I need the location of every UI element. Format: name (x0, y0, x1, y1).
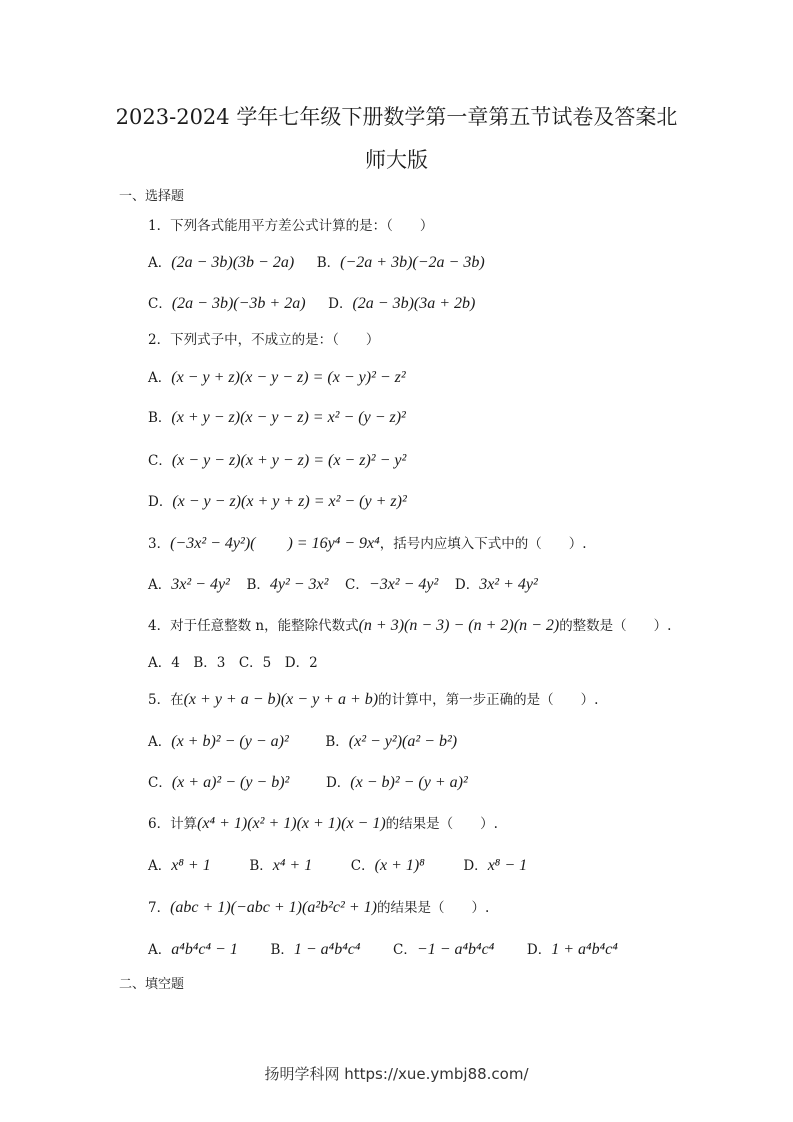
option-b-expr: (x² − y²)(a² − b²) (348, 733, 458, 750)
option-a-label: A． (148, 370, 172, 386)
option-d-label: D． (148, 494, 173, 510)
option-b-label: B． (270, 942, 294, 958)
option-d-expr: (x − y − z)(x + y + z) = x² − (y + z)² (172, 493, 407, 510)
question-3-expr: (−3x² − 4y²)( ) = 16y⁴ − 9x⁴ (170, 535, 380, 552)
option-b-expr: 1 − a⁴b⁴c⁴ (293, 941, 361, 958)
option-c-expr: −1 − a⁴b⁴c⁴ (416, 941, 495, 958)
question-4-stem (148, 618, 671, 634)
option-c-expr: (x − y − z)(x + y − z) = (x − z)² − y² (171, 452, 407, 469)
question-3-stem (148, 536, 587, 552)
option-c-expr: (x + 1)⁸ (374, 857, 425, 874)
question-7-stem (148, 900, 489, 916)
option-a-expr: a⁴b⁴c⁴ − 1 (171, 941, 238, 958)
question-5-expr: (x + y + a − b)(x − y + a + b) (183, 691, 379, 708)
question-5-options-cd (148, 775, 468, 791)
question-7-options (148, 942, 618, 958)
question-2-option-d (148, 494, 407, 510)
option-a-expr: (x + b)² − (y − a)² (171, 733, 289, 750)
question-2-option-b (148, 410, 406, 426)
option-d-label: D． (463, 858, 488, 874)
option-d-expr: (2a − 3b)(3a + 2b) (352, 295, 476, 312)
question-5-options-ab (148, 734, 457, 750)
question-6-options (148, 858, 527, 874)
option-d-label: D． (325, 775, 351, 791)
option-b-label: B． (325, 734, 349, 750)
option-b-expr: (x + y − z)(x − y − z) = x² − (y − z)² (171, 409, 406, 426)
question-2-option-c (148, 453, 406, 469)
question-1-options-cd (148, 296, 475, 312)
option-c-label: C． (350, 858, 375, 874)
question-4-expr: (n + 3)(n − 3) − (n + 2)(n − 2) (358, 617, 560, 634)
option-a-label: A． (148, 255, 172, 271)
section-heading-fill-in: 二、填空题 (119, 977, 185, 992)
option-a-expr: (2a − 3b)(3b − 2a) (171, 254, 295, 271)
option-c-expr: (x + a)² − (y − b)² (171, 774, 290, 791)
question-3-options (148, 577, 538, 593)
question-6-stem-pre: 6．计算 (148, 816, 198, 832)
option-a-label: A． (148, 577, 172, 593)
question-6-expr: (x⁴ + 1)(x² + 1)(x + 1)(x − 1) (197, 815, 386, 832)
question-7-stem-post: 的结果是（ ）. (376, 900, 490, 916)
option-b-label: B． (246, 577, 270, 593)
option-a-label: A． (148, 942, 172, 958)
option-b-label: B． (316, 255, 341, 271)
option-c-expr: −3x² − 4y² (368, 576, 439, 593)
option-a-label: A． (148, 734, 172, 750)
question-5-stem-pre: 5．在 (148, 692, 184, 708)
question-4-stem-pre: 4．对于任意整数 n，能整除代数式 (148, 618, 359, 634)
option-b-label: B． (249, 858, 273, 874)
option-c-label: C． (148, 296, 172, 312)
footer-watermark: 扬明学科网 https://xue.ymbj88.com/ (264, 1065, 529, 1083)
question-6-stem (148, 816, 498, 832)
question-6-stem-post: 的结果是（ ）. (385, 816, 498, 832)
option-d-expr: x⁸ − 1 (487, 857, 528, 874)
question-4-options: A．4 B．3 C．5 D．2 (148, 655, 318, 671)
option-c-label: C． (345, 577, 369, 593)
section-heading-choice: 一、选择题 (119, 189, 185, 204)
option-a-label: A． (148, 858, 172, 874)
question-7-expr: (abc + 1)(−abc + 1)(a²b²c² + 1) (170, 899, 377, 916)
question-7-number: 7． (148, 900, 171, 916)
option-d-expr: 3x² + 4y² (479, 576, 538, 593)
option-b-expr: (−2a + 3b)(−2a − 3b) (340, 254, 485, 271)
option-c-label: C． (148, 775, 172, 791)
question-1-stem: 1．下列各式能用平方差公式计算的是：（ ） (148, 218, 434, 234)
option-d-label: D． (526, 942, 552, 958)
question-2-option-a (148, 370, 406, 386)
option-a-expr: 3x² − 4y² (171, 576, 230, 593)
question-3-number: 3． (148, 536, 171, 552)
question-3-tail: ，括号内应填入下式中的（ ）. (379, 536, 587, 552)
option-a-expr: x⁸ + 1 (171, 857, 211, 874)
option-a-expr: (x − y + z)(x − y − z) = (x − y)² − z² (171, 369, 406, 386)
option-d-label: D． (328, 296, 353, 312)
option-d-label: D． (454, 577, 480, 593)
question-2-stem: 2．下列式子中，不成立的是：（ ） (148, 332, 380, 348)
question-5-stem-post: 的计算中，第一步正确的是（ ）. (378, 692, 599, 708)
question-4-stem-post: 的整数是（ ）. (559, 618, 672, 634)
option-b-label: B． (148, 410, 172, 426)
option-c-expr: (2a − 3b)(−3b + 2a) (171, 295, 306, 312)
question-1-options-ab (148, 255, 485, 271)
option-c-label: C． (148, 453, 172, 469)
option-c-label: C． (393, 942, 417, 958)
option-d-expr: (x − b)² − (y + a)² (350, 774, 468, 791)
option-b-expr: x⁴ + 1 (272, 857, 313, 874)
title-line-1: 2023-2024 学年七年级下册数学第一章第五节试卷及答案北 (115, 105, 678, 129)
question-5-stem (148, 692, 598, 708)
option-d-expr: 1 + a⁴b⁴c⁴ (551, 941, 618, 958)
option-b-expr: 4y² − 3x² (269, 576, 329, 593)
title-line-2: 师大版 (365, 148, 428, 172)
